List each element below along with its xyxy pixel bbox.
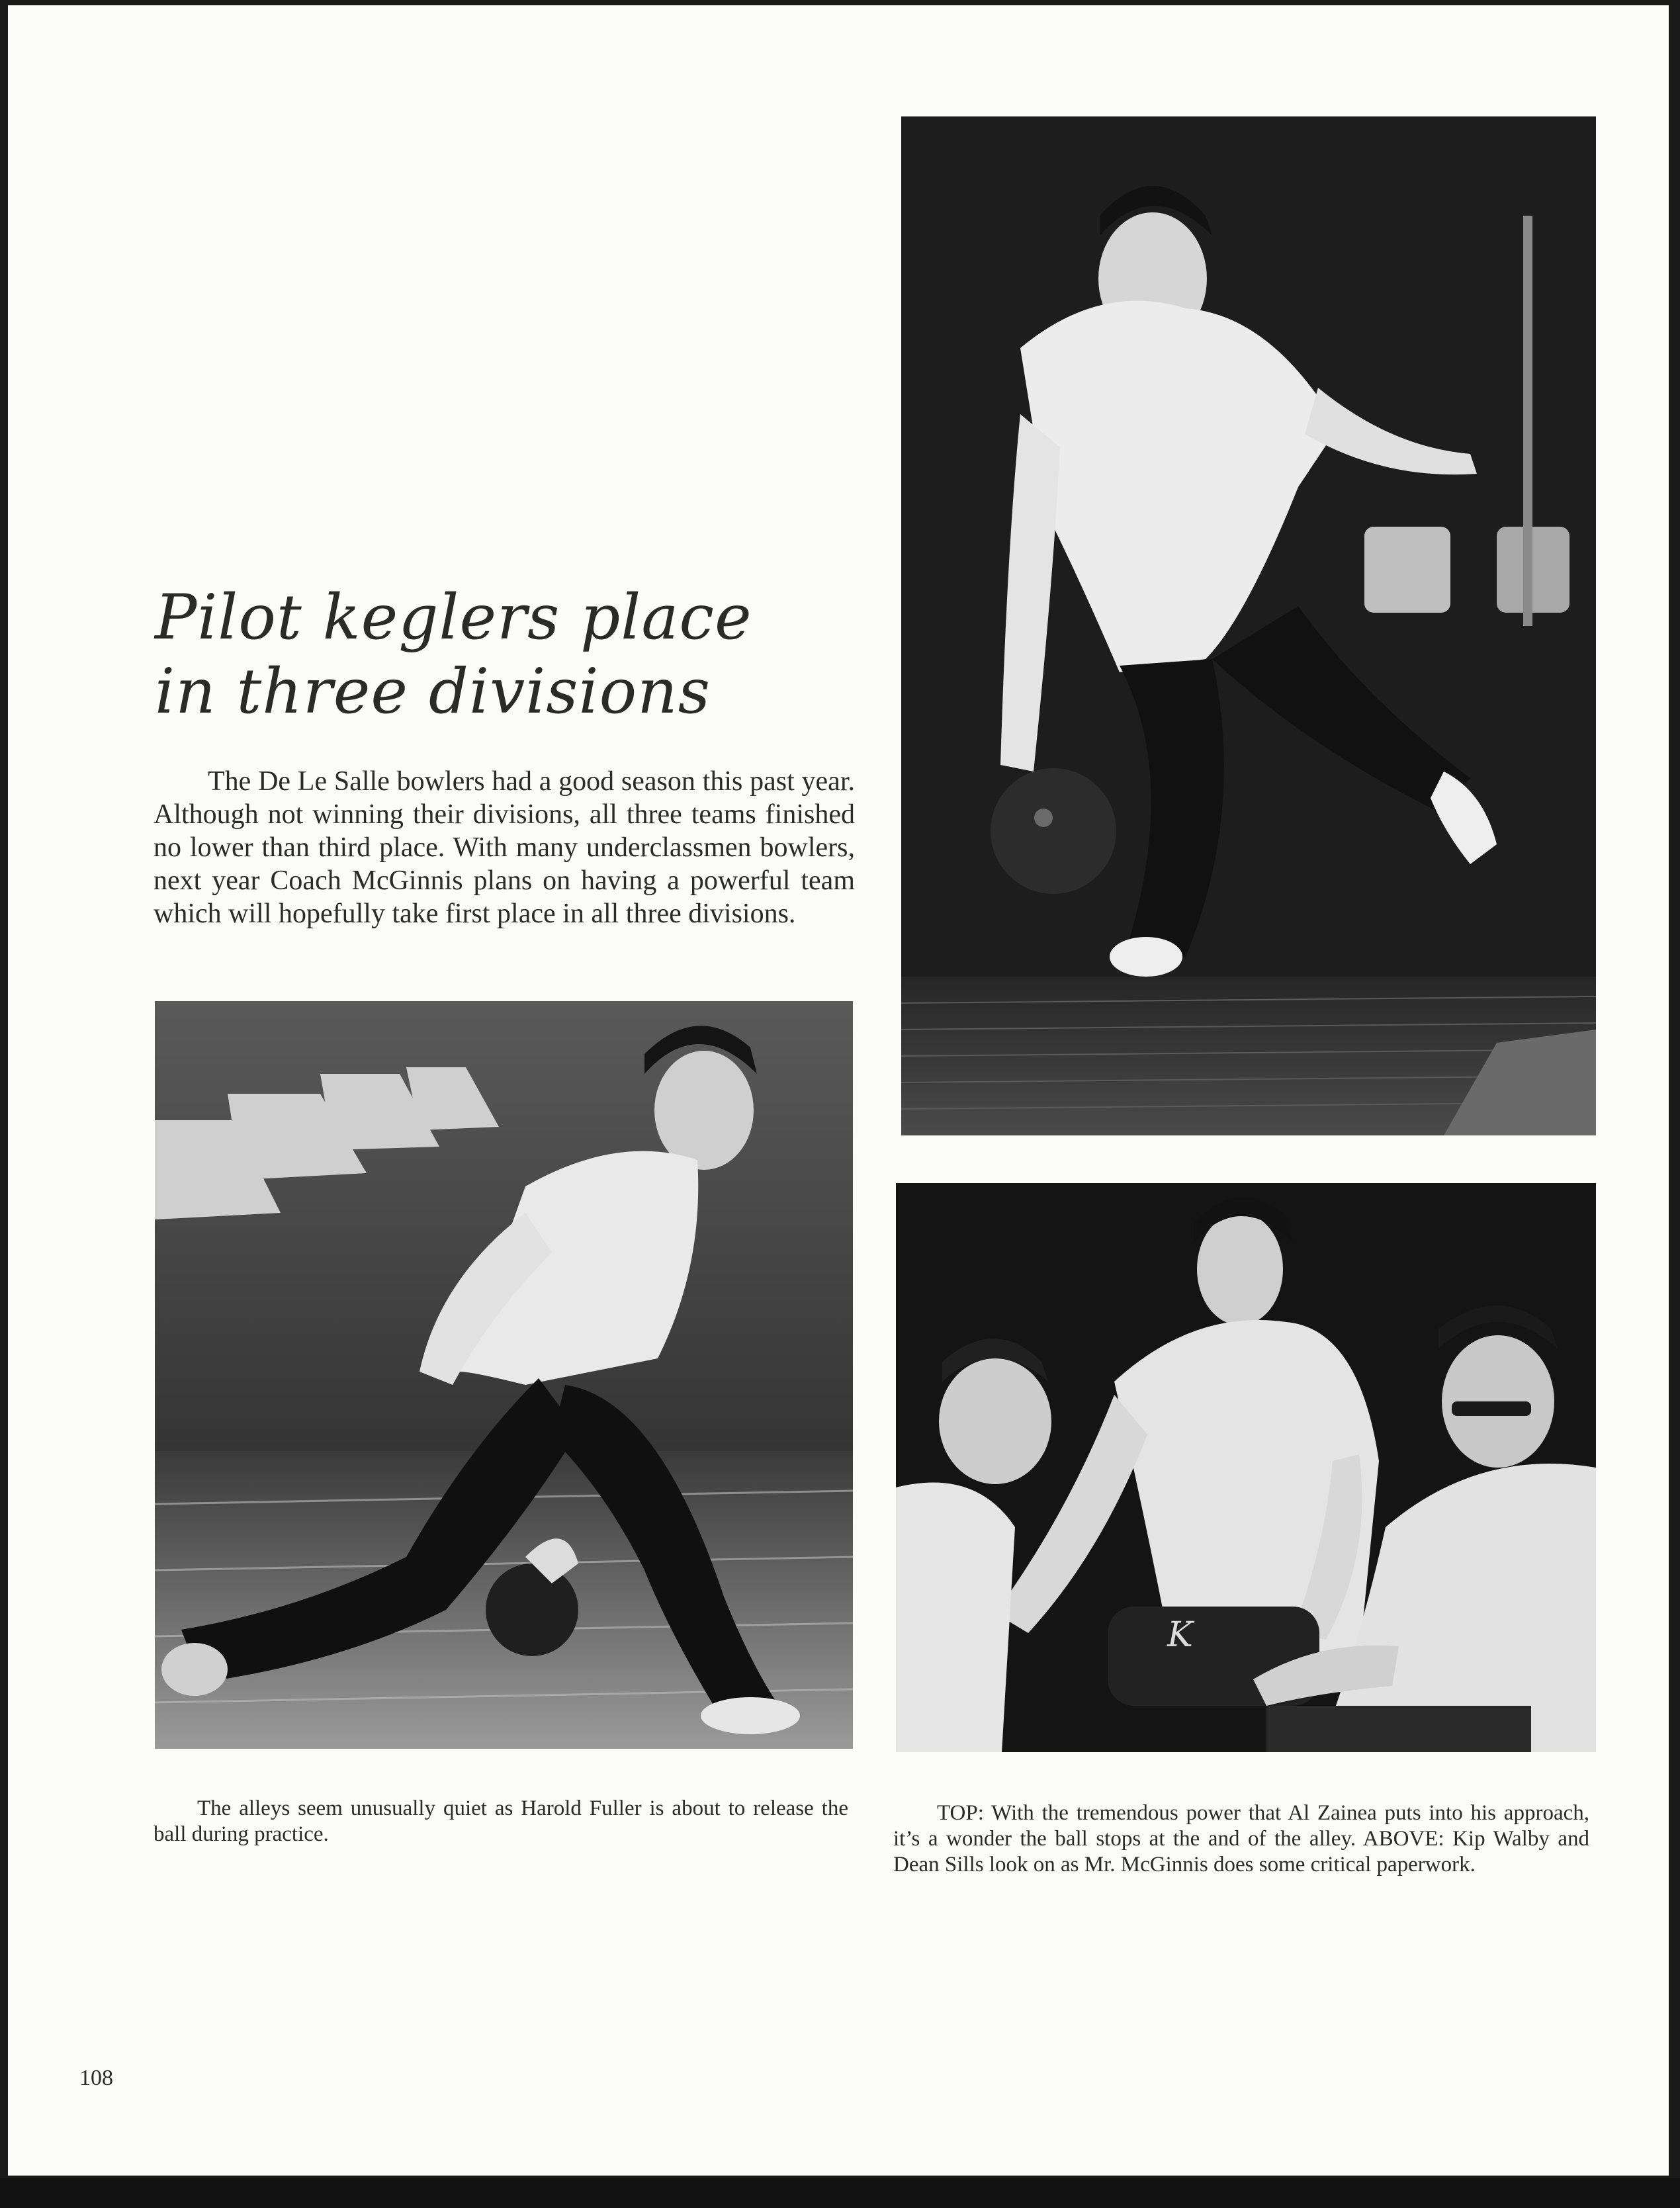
headline-line-2: in three divisions — [155, 656, 711, 728]
headline — [155, 581, 883, 729]
photo-harold-fuller-image — [155, 1001, 853, 1749]
intro-paragraph: The De Le Salle bowlers had a good season this past year. Although not winning their divisions, all three teams finished no lower than third place. With many underclassmen bowlers, next year Coach McGinnis plans on having a powerful team which will hopefully take first place in all three divisions. — [154, 766, 855, 929]
photo-bowler-releasing-ball — [901, 116, 1596, 1135]
caption-right: TOP: With the tremendous power that Al Zainea puts into his approach, it’s a wonder the ball stops at the and of the alley. ABOVE: Kip Walby and Dean Sills look on as Mr. McGinnis does some critical paperwork. — [893, 1801, 1589, 1877]
photo-bowler-releasing-ball-image — [901, 116, 1596, 1135]
page-number: 108 — [79, 2066, 113, 2090]
photo-coach-and-bowlers-image — [896, 1183, 1596, 1752]
photo-harold-fuller — [155, 1001, 853, 1749]
yearbook-page — [8, 5, 1669, 2176]
caption-left: The alleys seem unusually quiet as Harold Fuller is about to release the ball during practice. — [154, 1796, 848, 1846]
scan-border — [0, 2178, 1680, 2208]
headline-line-1: Pilot keglers place — [155, 582, 752, 654]
bag-letter: K — [1167, 1615, 1193, 1655]
photo-coach-and-bowlers — [896, 1183, 1596, 1752]
